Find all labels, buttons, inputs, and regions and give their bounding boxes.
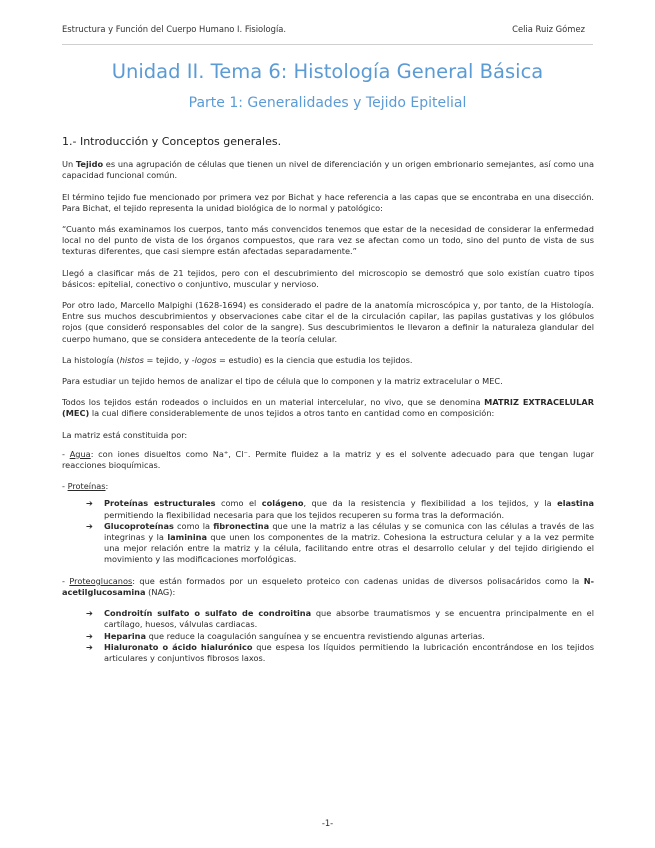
term-tejido: Tejido	[75, 159, 104, 170]
header-author: Celia Ruiz Gómez	[512, 24, 585, 34]
arrow-icon: ➔	[86, 520, 93, 531]
term-mec: MATRIZ EXTRACELULAR (MEC)	[62, 397, 594, 419]
paragraph-study: Para estudiar un tejido hemos de analizar el tipo de célula que lo componen y la matriz extracelular o MEC.	[62, 376, 503, 387]
item-proteinas: - Proteínas:	[62, 481, 109, 492]
item-proteoglucanos: - Proteoglucanos: que están formados por un esqueleto proteico con cadenas unidas de diversos polisacáridos como la N-acetilglucosamina (NAG):	[62, 575, 594, 597]
paragraph-bichat: El término tejido fue mencionado por primera vez por Bichat y hace referencia a las capas que se encontraba en una disección. Para Bichat, el tejido representa la unidad biológica de lo normal y patológico:	[62, 191, 594, 213]
arrow-icon: ➔	[86, 630, 93, 641]
list-item: ➔ Hialuronato o ácido hialurónico que espesa los líquidos permitiendo la lubricación encontrándose en los tejidos articulares y conjuntivos fibrosos laxos.	[86, 641, 594, 663]
paragraph-tejido: Un Tejido es una agrupación de células que tienen un nivel de diferenciación y un origen embrionario semejantes, así como una capacidad funcional común.	[62, 159, 594, 181]
item-agua: - Agua: con iones disueltos como Na⁺, Cl⁻. Permite fluidez a la matriz y es el solvente adecuado para que tengan lugar reacciones bioquímicas.	[62, 448, 594, 471]
proteins-list	[62, 498, 594, 565]
list-item: ➔ Glucoproteínas como la fibronectina que une la matriz a las células y se comunica con las células a través de las integrinas y la laminina que unen los componentes de la matriz. Cohesiona la estructura celular y a la vez permite una mejor relación entre la matriz y la célula, facilitando entre otras el desarrollo celular y del tejido dirigiendo el movimiento y las modificaciones morfológicas.	[86, 520, 594, 565]
document-body	[62, 136, 594, 674]
proteoglycans-list	[62, 608, 594, 664]
arrow-icon: ➔	[86, 641, 93, 652]
paragraph-histology: La histología (histos = tejido, y -logos = estudio) es la ciencia que estudia los tejidos.	[62, 354, 413, 365]
list-item: ➔ Proteínas estructurales como el colágeno, que da la resistencia y flexibilidad a los tejidos, y la elastina permitiendo la flexibilidad necesaria para que los tejidos recuperen su forma tras la deformación.	[86, 498, 594, 520]
section-heading: 1.- Introducción y Conceptos generales.	[62, 135, 282, 148]
paragraph-matrix-intro: La matriz está constituida por:	[62, 429, 188, 440]
paragraph-classification: Llegó a clasificar más de 21 tejidos, pero con el descubrimiento del microscopio se demostró que solo existían cuatro tipos básicos: epitelial, conectivo o conjuntivo, muscular y nervioso.	[62, 267, 594, 289]
list-item: ➔ Heparina que reduce la coagulación sanguínea y se encuentra revistiendo algunas arterias.	[86, 630, 485, 641]
header-course-title: Estructura y Función del Cuerpo Humano I. Fisiología.	[62, 24, 287, 34]
paragraph-mec: Todos los tejidos están rodeados o incluidos en un material intercelular, no vivo, que se denomina MATRIZ EXTRACELULAR (MEC) la cual difiere considerablemente de unos tejidos a otros tanto en cantidad como en composición:	[62, 397, 594, 419]
document-subtitle: Parte 1: Generalidades y Tejido Epitelial	[188, 95, 467, 111]
arrow-icon: ➔	[86, 498, 93, 509]
paragraph-malpighi: Por otro lado, Marcello Malpighi (1628-1694) es considerado el padre de la anatomía microscópica y, por tanto, de la Histología. Entre sus muchos descubrimientos y observaciones cabe citar el de la circulación capilar, las papilas gustativas y los glóbulos rojos (que consideró responsables del color de la sangre). Sus descubrimientos le llevaron a definir la naturaleza glandular del cuerpo humano, que se considera antecedente de la teoría celular.	[62, 300, 594, 344]
paragraph-quote: “Cuanto más examinamos los cuerpos, tanto más convencidos tenemos que estar de la necesidad de considerar la enfermedad local no del punto de vista de los órganos compuestos, que rara vez se afectan como un todo, sino del punto de vista de sus texturas diferentes, que casi siempre están afectadas separadamente.”	[62, 224, 594, 257]
page-header	[62, 24, 593, 38]
list-item: ➔ Condroitín sulfato o sulfato de condroitina que absorbe traumatismos y se encuentra principalmente en el cartílago, huesos, válvulas cardiacas.	[86, 608, 594, 630]
header-divider	[62, 44, 593, 45]
page-number: -1-	[321, 818, 334, 828]
document-title: Unidad II. Tema 6: Histología General Básica	[111, 60, 544, 83]
arrow-icon: ➔	[86, 608, 93, 619]
